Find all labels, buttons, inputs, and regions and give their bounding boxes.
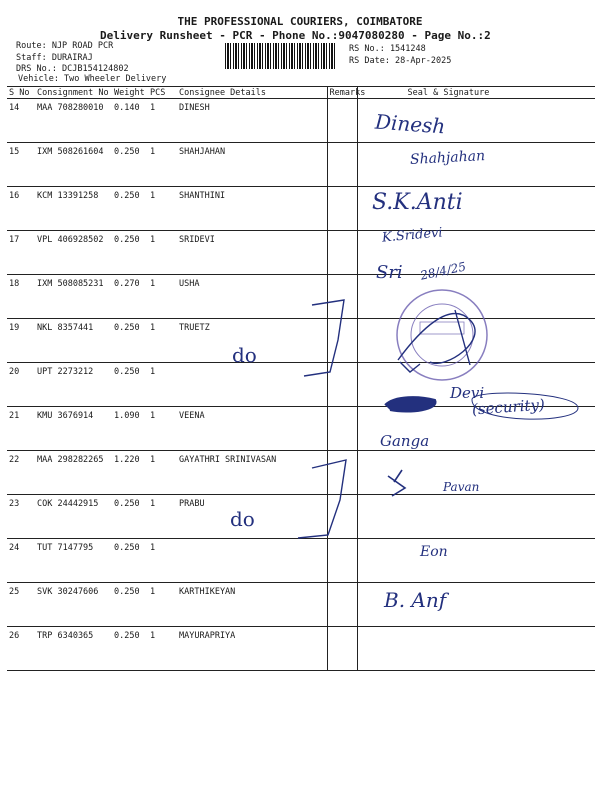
signature-veena-scribble: [385, 397, 436, 411]
cell-sno: 24: [7, 539, 35, 583]
signature-security: (security): [471, 395, 546, 419]
cell-pcs: 1: [148, 407, 177, 451]
cell-weight: 1.220: [112, 451, 148, 495]
signature-karthikeyan: Eon: [420, 544, 448, 560]
cell-consignee: PRABU: [177, 495, 327, 539]
cell-weight: 0.250: [112, 143, 148, 187]
cell-consignee: USHA: [177, 275, 327, 319]
cell-sno: 21: [7, 407, 35, 451]
cell-weight: 0.250: [112, 495, 148, 539]
signature-usha-date: 28/4/25: [419, 259, 468, 283]
cell-pcs: 1: [148, 187, 177, 231]
cell-consignment: KMU 3676914: [35, 407, 112, 451]
cell-sno: 22: [7, 451, 35, 495]
cell-weight: 0.250: [112, 627, 148, 671]
drs-number: DRS No.: DCJB154124802: [16, 64, 129, 74]
rs-date: RS Date: 28-Apr-2025: [349, 56, 452, 66]
cell-consignee: VEENA: [177, 407, 327, 451]
cell-weight: 0.250: [112, 363, 148, 407]
seal-stamp: [397, 290, 487, 380]
cell-pcs: 1: [148, 627, 177, 671]
cell-sno: 18: [7, 275, 35, 319]
signature-sridevi: K.Sridevi: [381, 225, 444, 246]
bracket-mark-upper: [304, 300, 344, 376]
signature-seal-scribble: [398, 310, 475, 372]
cell-consignee: SHANTHINI: [177, 187, 327, 231]
cell-consignment: TRP 6340365: [35, 627, 112, 671]
cell-sno: 16: [7, 187, 35, 231]
signature-dinesh: Dinesh: [374, 109, 447, 139]
cell-pcs: 1: [148, 539, 177, 583]
cell-sno: 25: [7, 583, 35, 627]
cell-consignee: DINESH: [177, 99, 327, 143]
cell-sno: 19: [7, 319, 35, 363]
signature-gayathri: Ganga: [380, 432, 430, 450]
cell-pcs: 1: [148, 363, 177, 407]
cell-consignment: IXM 508261604: [35, 143, 112, 187]
cell-consignment: MAA 708280010: [35, 99, 112, 143]
cell-consignee: SHAHJAHAN: [177, 143, 327, 187]
cell-weight: 0.250: [112, 187, 148, 231]
cell-pcs: 1: [148, 275, 177, 319]
signature-shahjahan: Shahjahan: [409, 148, 486, 168]
col-sno: S No: [7, 87, 35, 99]
cell-consignment: NKL 8357441: [35, 319, 112, 363]
col-consignee: Consignee Details: [177, 87, 327, 99]
rs-number: RS No.: 1541248: [349, 44, 426, 54]
cell-pcs: 1: [148, 143, 177, 187]
signature-veena: Devi: [450, 384, 485, 402]
cell-sno: 17: [7, 231, 35, 275]
cell-pcs: 1: [148, 495, 177, 539]
cell-pcs: 1: [148, 451, 177, 495]
cell-consignment: KCM 13391258: [35, 187, 112, 231]
cell-consignment: UPT 2273212: [35, 363, 112, 407]
col-consignment: Consignment No: [35, 87, 112, 99]
staff-text: Staff: DURAIRAJ: [16, 53, 93, 63]
col-pcs: PCS: [148, 87, 177, 99]
cell-consignee: KARTHIKEYAN: [177, 583, 327, 627]
cell-weight: 1.090: [112, 407, 148, 451]
cell-consignment: IXM 508085231: [35, 275, 112, 319]
route-text: Route: NJP ROAD PCR: [16, 41, 114, 51]
vehicle-text: Vehicle: Two Wheeler Delivery: [18, 74, 167, 84]
col-weight: Weight: [112, 87, 148, 99]
ditto-mark: do: [230, 507, 255, 531]
cell-sno: 14: [7, 99, 35, 143]
cell-consignment: TUT 7147795: [35, 539, 112, 583]
page-title: THE PROFESSIONAL COURIERS, COIMBATORE: [177, 15, 423, 28]
bracket-mark-lower: [298, 460, 346, 538]
cell-weight: 0.250: [112, 583, 148, 627]
cell-weight: 0.270: [112, 275, 148, 319]
cell-weight: 0.250: [112, 319, 148, 363]
cell-pcs: 1: [148, 99, 177, 143]
cell-weight: 0.140: [112, 99, 148, 143]
signature-shanthini: S.K.Anti: [372, 190, 463, 215]
cell-pcs: 1: [148, 583, 177, 627]
cell-consignee: GAYATHRI SRINIVASAN: [177, 451, 327, 495]
cell-consignment: SVK 30247606: [35, 583, 112, 627]
cell-sno: 26: [7, 627, 35, 671]
cell-pcs: 1: [148, 231, 177, 275]
runsheet-subtitle: Delivery Runsheet - PCR - Phone No.:9047080280 - Page No.:2: [100, 29, 491, 42]
signature-prabu: Pavan: [443, 480, 480, 494]
cell-pcs: 1: [148, 319, 177, 363]
cell-consignee: SRIDEVI: [177, 231, 327, 275]
cell-consignment: COK 24442915: [35, 495, 112, 539]
col-seal: Seal & Signature: [357, 87, 595, 99]
cell-weight: 0.250: [112, 539, 148, 583]
cell-weight: 0.250: [112, 231, 148, 275]
col-remarks: Remarks: [327, 87, 357, 99]
cell-sno: 20: [7, 363, 35, 407]
signature-prabu-scribble: [388, 470, 405, 496]
security-oval: [472, 393, 578, 419]
signature-usha: Sri: [376, 262, 403, 283]
cell-sno: 23: [7, 495, 35, 539]
cell-consignment: VPL 406928502: [35, 231, 112, 275]
cell-sno: 15: [7, 143, 35, 187]
signature-mayurapriya: B. Anf: [384, 588, 447, 612]
ditto-mark: do: [232, 343, 257, 367]
cell-consignment: MAA 298282265: [35, 451, 112, 495]
cell-consignee: MAYURAPRIYA: [177, 627, 327, 671]
cell-consignee: TRUETZ: [177, 319, 327, 363]
